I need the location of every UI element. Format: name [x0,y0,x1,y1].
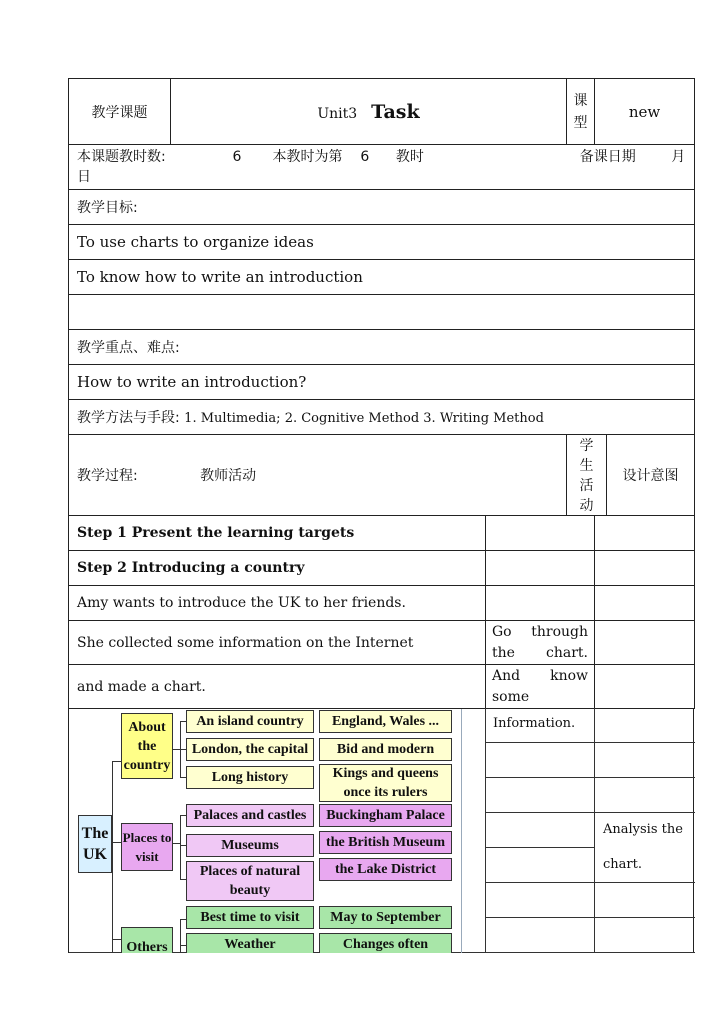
diagram-region [68,708,694,953]
process-label-cell [69,435,567,516]
chart-item: Best time to visit [186,906,314,929]
intent-2: chart. [603,857,642,872]
task-title: Task [371,100,420,123]
category-node: Places to visit [121,823,173,871]
keypoints-text: How to write an introduction? [69,365,695,400]
hours-text-2: 日 [77,169,91,185]
hours-text: 本课题教时数: 6 本教时为第 6 教时 备课日期 月 [77,149,686,165]
student-activity-2: And know some [486,665,595,709]
chart-item: Changes often [319,933,452,953]
objective-row [69,225,695,260]
connector-line [485,917,695,918]
intent-cell [595,621,695,665]
connector-line [485,882,695,883]
objective-row [69,260,695,295]
student-activity-label: 学生活动 [567,435,607,516]
methods-cell [69,400,695,435]
process-table [68,515,695,709]
connector-line [173,843,181,844]
chart-item: Buckingham Palace [319,804,452,827]
student-cell [486,586,595,621]
category-node: Others [121,927,173,953]
chart-item: England, Wales ... [319,710,452,733]
student-cell [486,516,595,551]
unit-title: Unit3 [317,105,358,122]
keypoints-row [69,365,695,400]
student-activity-3: Information. [493,716,576,731]
objective-2: To know how to write an introduction [69,260,695,295]
line2-row [69,621,695,665]
connector-line [485,777,695,778]
step2-row [69,551,695,586]
process-label: 教学过程: [77,468,138,484]
chart-item: Places of natural beauty [186,861,314,901]
line2-text: She collected some information on the Internet [69,621,486,665]
connector-line [485,847,594,848]
chart-item: Kings and queens once its rulers [319,764,452,802]
objective-1: To use charts to organize ideas [69,225,695,260]
intent-cell [595,551,695,586]
teacher-activity-label: 教师活动 [200,468,257,484]
header-row [69,79,695,145]
connector-line [112,761,113,953]
lesson-plan-sheet [68,78,694,953]
objectives-label-row [69,190,695,225]
intent-label: 设计意图 [607,435,695,516]
keypoints-label: 教学重点、难点: [69,330,695,365]
step1-text: Step 1 Present the learning targets [69,516,486,551]
connector-line [112,761,121,762]
process-header-row [69,435,695,516]
line1-text: Amy wants to introduce the UK to her friends. [69,586,486,621]
keypoints-label-row [69,330,695,365]
methods-label: 教学方法与手段: [77,410,180,426]
empty-cell [69,295,695,330]
line3-row [69,665,695,709]
intent-cell [595,665,695,709]
chart-item: the British Museum [319,831,452,854]
chart-item: the Lake District [319,858,452,881]
type-value: new [595,79,695,145]
chart-item: Palaces and castles [186,804,314,827]
type-label [567,79,595,145]
connector-line [112,939,121,940]
root-node: The UK [78,815,112,873]
connector-line [180,815,181,879]
connector-line [112,842,121,843]
chart-item: Bid and modern [319,738,452,761]
chart-item: London, the capital [186,738,314,761]
hours-cell [69,145,695,190]
hours-row [69,145,695,190]
student-cell [486,551,595,586]
category-node: About the country [121,713,173,779]
chart-item: An island country [186,710,314,733]
line1-row [69,586,695,621]
chart-item: Long history [186,766,314,789]
step1-row [69,516,695,551]
intent-cell [595,586,695,621]
connector-line [180,919,181,953]
empty-row [69,295,695,330]
methods-text: 1. Multimedia; 2. Cognitive Method 3. Writing Method [184,411,544,426]
intent-cell [595,516,695,551]
type-label-1: 课 [573,92,588,109]
lesson-plan-table [68,78,695,516]
objectives-label: 教学目标: [69,190,695,225]
intent-1: Analysis the [603,822,683,837]
chart-item: May to September [319,906,452,929]
student-activity-1: Go through the chart. [486,621,595,665]
connector-line [485,742,695,743]
type-label-2: 型 [573,114,588,131]
step2-text: Step 2 Introducing a country [69,551,486,586]
methods-row [69,400,695,435]
chart-item: Museums [186,834,314,857]
uk-chart [77,709,462,953]
lesson-title [171,79,567,145]
connector-line [485,812,695,813]
line3-text: and made a chart. [69,665,486,709]
chart-item: Weather [186,933,314,953]
topic-label: 教学课题 [69,79,171,145]
